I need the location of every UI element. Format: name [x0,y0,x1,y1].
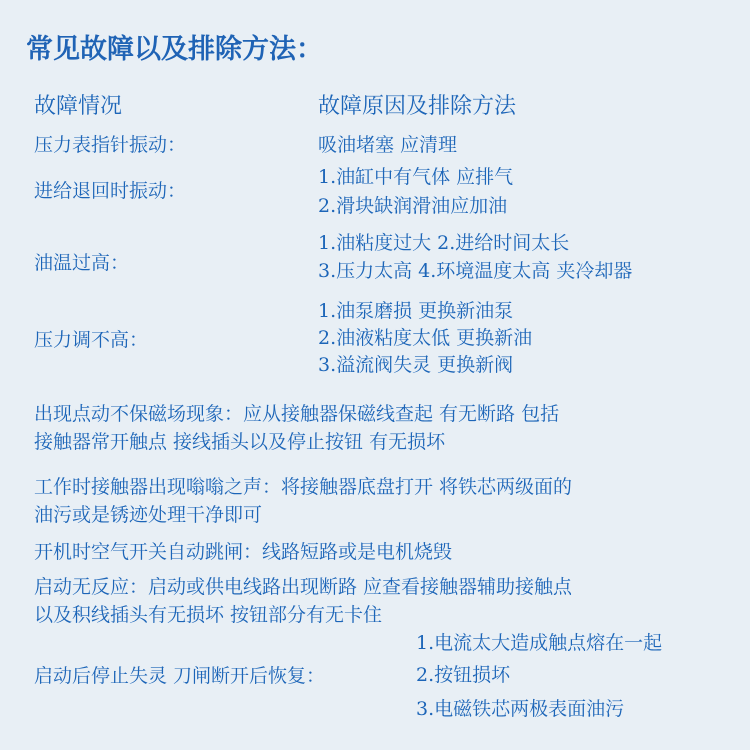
remedy-line: 3.溢流阀失灵 更换新阀 [318,354,514,376]
page-title: 常见故障以及排除方法： [26,34,323,65]
remedy-line: 3.压力太高 4.环境温度太高 夹冷却器 [318,260,633,282]
fault-label: 油温过高： [34,252,130,274]
paragraph-line: 工作时接触器出现嗡嗡之声：将接触器底盘打开 将铁芯两级面的 [34,476,573,498]
header-fault-condition: 故障情况 [34,94,123,119]
fault-label: 压力表指针振动： [34,134,187,156]
fault-label: 进给退回时振动： [34,180,187,202]
fault-label: 压力调不高： [34,329,149,351]
paragraph-line: 油污或是锈迹处理干净即可 [34,504,263,526]
remedy-line: 1.油粘度过大 2.进给时间太长 [318,232,570,254]
remedy-line: 1.油缸中有气体 应排气 [318,166,514,188]
paragraph-line: 接触器常开触点 接线插头以及停止按钮 有无损坏 [34,431,446,453]
fault-label: 启动后停止失灵 刀闸断开后恢复： [34,665,326,687]
paragraph-line: 开机时空气开关自动跳闸：线路短路或是电机烧毁 [34,541,453,563]
remedy-line: 2.滑块缺润滑油应加油 [318,195,508,217]
paragraph-line: 出现点动不保磁场现象：应从接触器保磁线查起 有无断路 包括 [34,403,560,425]
header-fault-cause: 故障原因及排除方法 [318,94,517,119]
remedy-line: 3.电磁铁芯两极表面油污 [416,698,625,720]
remedy-line: 1.油泵磨损 更换新油泵 [318,300,514,322]
remedy-line: 2.油液粘度太低 更换新油 [318,327,533,349]
remedy-line: 吸油堵塞 应清理 [318,134,458,156]
remedy-line: 1.电流太大造成触点熔在一起 [416,632,663,654]
remedy-line: 2.按钮损坏 [416,664,511,686]
paragraph-line: 启动无反应：启动或供电线路出现断路 应查看接触器辅助接触点 [34,576,573,598]
paragraph-line: 以及积线插头有无损坏 按钮部分有无卡住 [34,604,383,626]
